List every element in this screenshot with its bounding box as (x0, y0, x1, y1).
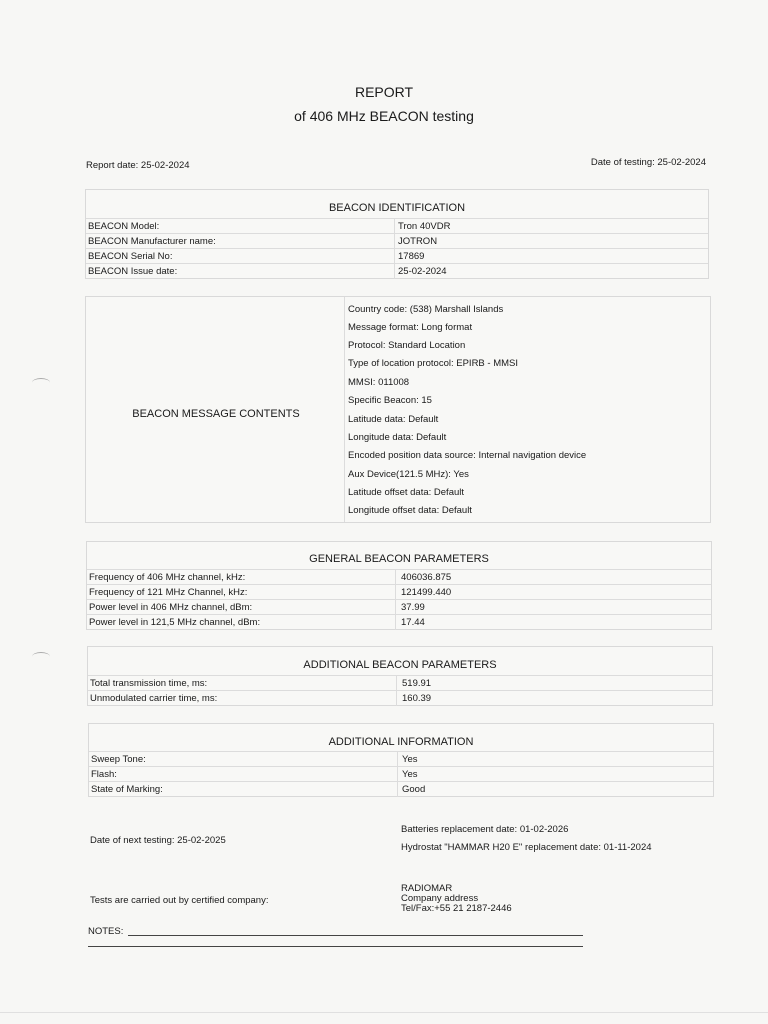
notes-label: NOTES: (88, 926, 124, 937)
message-section (85, 296, 711, 523)
additional-params-title: ADDITIONAL BEACON PARAMETERS (303, 659, 497, 671)
row-label: Power level in 406 MHz channel, dBm: (89, 602, 253, 613)
table-row (86, 218, 708, 234)
row-label: Unmodulated carrier time, ms: (90, 693, 218, 704)
scan-mark (32, 378, 50, 387)
row-value: JOTRON (398, 236, 438, 247)
hydrostat-replacement: Hydrostat "HAMMAR H20 E" replacement date: 01-11-2024 (401, 842, 652, 853)
row-value: Good (402, 784, 426, 795)
report-date: Report date: 25-02-2024 (86, 160, 190, 171)
company-tel: Tel/Fax:+55 21 2187-2446 (401, 903, 512, 914)
notes-line (88, 946, 583, 947)
report-subtitle: of 406 MHz BEACON testing (294, 108, 474, 124)
table-row (87, 614, 711, 630)
identification-title: BEACON IDENTIFICATION (328, 202, 466, 214)
identification-section (85, 189, 709, 279)
message-line: Protocol: Standard Location (348, 340, 466, 351)
table-row (88, 690, 712, 706)
row-label: BEACON Issue date: (88, 266, 178, 277)
row-value: 25-02-2024 (398, 266, 447, 277)
table-row (87, 569, 711, 585)
message-line: MMSI: 011008 (348, 377, 410, 388)
additional-params-section (87, 646, 713, 706)
general-title: GENERAL BEACON PARAMETERS (309, 553, 489, 565)
message-line: Longitude offset data: Default (348, 505, 472, 516)
message-line: Aux Device(121.5 MHz): Yes (348, 469, 469, 480)
row-value: 406036.875 (401, 572, 452, 583)
message-line: Specific Beacon: 15 (348, 395, 432, 406)
row-label: Power level in 121,5 MHz channel, dBm: (89, 617, 261, 628)
additional-info-section (88, 723, 714, 797)
next-testing-date: Date of next testing: 25-02-2025 (90, 835, 226, 846)
row-value: 37.99 (401, 602, 425, 613)
row-label: Frequency of 406 MHz channel, kHz: (89, 572, 246, 583)
message-title: BEACON MESSAGE CONTENTS (132, 408, 300, 420)
testing-date: Date of testing: 25-02-2024 (590, 157, 706, 168)
table-row (86, 263, 708, 279)
table-row (88, 675, 712, 691)
table-row (86, 233, 708, 249)
row-value: 17.44 (401, 617, 425, 628)
table-row (87, 584, 711, 600)
notes-line (128, 935, 583, 936)
report-title: REPORT (354, 84, 414, 100)
row-value: Yes (402, 769, 418, 780)
row-label: Frequency of 121 MHz Channel, kHz: (89, 587, 248, 598)
row-value: Tron 40VDR (398, 221, 451, 232)
row-label: State of Marking: (91, 784, 163, 795)
message-line: Latitude offset data: Default (348, 487, 465, 498)
certified-company-label: Tests are carried out by certified company: (90, 895, 269, 906)
row-label: BEACON Serial No: (88, 251, 173, 262)
message-line: Encoded position data source: Internal navigation device (348, 450, 587, 461)
row-value: Yes (402, 754, 418, 765)
row-label: BEACON Model: (88, 221, 160, 232)
row-value: 17869 (398, 251, 425, 262)
table-row (89, 766, 713, 782)
row-value: 121499.440 (401, 587, 452, 598)
scan-mark (32, 652, 50, 661)
row-value: 519.91 (402, 678, 432, 689)
page-edge (0, 1012, 768, 1013)
table-row (87, 599, 711, 615)
additional-info-title: ADDITIONAL INFORMATION (328, 736, 474, 748)
row-label: Sweep Tone: (91, 754, 146, 765)
batteries-replacement: Batteries replacement date: 01-02-2026 (401, 824, 569, 835)
table-row (89, 751, 713, 767)
row-value: 160.39 (402, 693, 432, 704)
table-row (89, 781, 713, 797)
row-label: Total transmission time, ms: (90, 678, 208, 689)
message-line: Longitude data: Default (348, 432, 447, 443)
row-label: Flash: (91, 769, 117, 780)
general-section (86, 541, 712, 630)
table-row (86, 248, 708, 264)
message-line: Message format: Long format (348, 322, 473, 333)
message-line: Type of location protocol: EPIRB - MMSI (348, 358, 519, 369)
row-label: BEACON Manufacturer name: (88, 236, 216, 247)
company-name: RADIOMAR (401, 883, 453, 894)
message-line: Country code: (538) Marshall Islands (348, 304, 504, 315)
company-info (401, 884, 512, 914)
message-line: Latitude data: Default (348, 414, 439, 425)
company-address: Company address (401, 893, 479, 904)
